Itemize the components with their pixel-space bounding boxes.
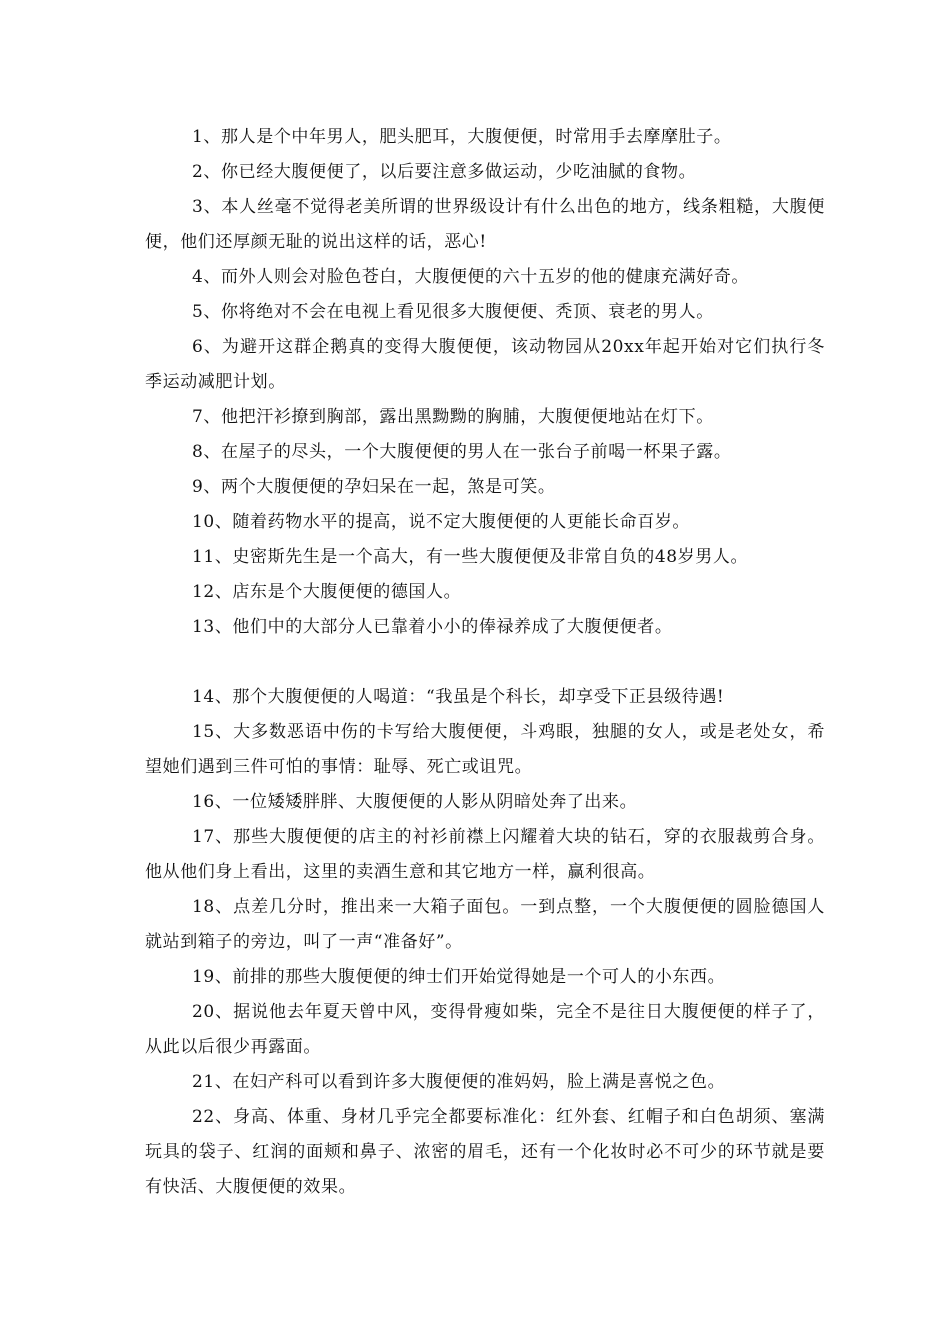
paragraph-21: 21、在妇产科可以看到许多大腹便便的准妈妈，脸上满是喜悦之色。 (192, 1072, 726, 1092)
paragraph-5: 5、你将绝对不会在电视上看见很多大腹便便、秃顶、衰老的男人。 (192, 302, 714, 322)
paragraph-4: 4、而外人则会对脸色苍白，大腹便便的六十五岁的他的健康充满好奇。 (192, 267, 750, 287)
paragraph-19: 19、前排的那些大腹便便的绅士们开始觉得她是一个可人的小东西。 (192, 967, 726, 987)
paragraph-22: 22、身高、体重、身材几乎完全都要标准化：红外套、红帽子和白色胡须、塞满玩具的袋子、红润的面颊和鼻子、浓密的眉毛，还有一个化妆时必不可少的环节就是要有快活、大腹便便的效果。 (145, 1107, 825, 1197)
paragraph-20: 20、据说他去年夏天曾中风，变得骨瘦如柴，完全不是往日大腹便便的样子了，从此以后很少再露面。 (145, 1002, 825, 1057)
section-gap (145, 645, 825, 680)
paragraph-16: 16、一位矮矮胖胖、大腹便便的人影从阴暗处奔了出来。 (192, 792, 638, 812)
paragraph-17: 17、那些大腹便便的店主的衬衫前襟上闪耀着大块的钻石，穿的衣服裁剪合身。他从他们身上看出，这里的卖酒生意和其它地方一样，赢利很高。 (145, 827, 825, 882)
paragraph-7: 7、他把汗衫撩到胸部，露出黑黝黝的胸脯，大腹便便地站在灯下。 (192, 407, 714, 427)
paragraph-3: 3、本人丝毫不觉得老美所谓的世界级设计有什么出色的地方，线条粗糙，大腹便便，他们还厚颜无耻的说出这样的话，恶心! (145, 197, 825, 252)
paragraph-15: 15、大多数恶语中伤的卡写给大腹便便，斗鸡眼，独腿的女人，或是老处女，希望她们遇到三件可怕的事情：耻辱、死亡或诅咒。 (145, 722, 825, 777)
paragraph-13: 13、他们中的大部分人已靠着小小的俸禄养成了大腹便便者。 (192, 617, 673, 637)
paragraph-10: 10、随着药物水平的提高，说不定大腹便便的人更能长命百岁。 (192, 512, 691, 532)
paragraph-2: 2、你已经大腹便便了，以后要注意多做运动，少吃油腻的食物。 (192, 162, 697, 182)
paragraph-12: 12、店东是个大腹便便的德国人。 (192, 582, 462, 602)
document-body (145, 120, 825, 1205)
paragraph-9: 9、两个大腹便便的孕妇呆在一起，煞是可笑。 (192, 477, 556, 497)
paragraph-14: 14、那个大腹便便的人喝道：“我虽是个科长，却享受下正县级待遇! (192, 687, 725, 707)
paragraph-11: 11、史密斯先生是一个高大，有一些大腹便便及非常自负的48岁男人。 (192, 547, 749, 567)
paragraph-8: 8、在屋子的尽头，一个大腹便便的男人在一张台子前喝一杯果子露。 (192, 442, 732, 462)
paragraph-18: 18、点差几分时，推出来一大箱子面包。一到点整，一个大腹便便的圆脸德国人就站到箱子的旁边，叫了一声“准备好”。 (145, 897, 825, 952)
paragraph-1: 1、那人是个中年男人，肥头肥耳，大腹便便，时常用手去摩摩肚子。 (192, 127, 732, 147)
paragraph-6: 6、为避开这群企鹅真的变得大腹便便，该动物园从20xx年起开始对它们执行冬季运动减肥计划。 (145, 337, 825, 392)
